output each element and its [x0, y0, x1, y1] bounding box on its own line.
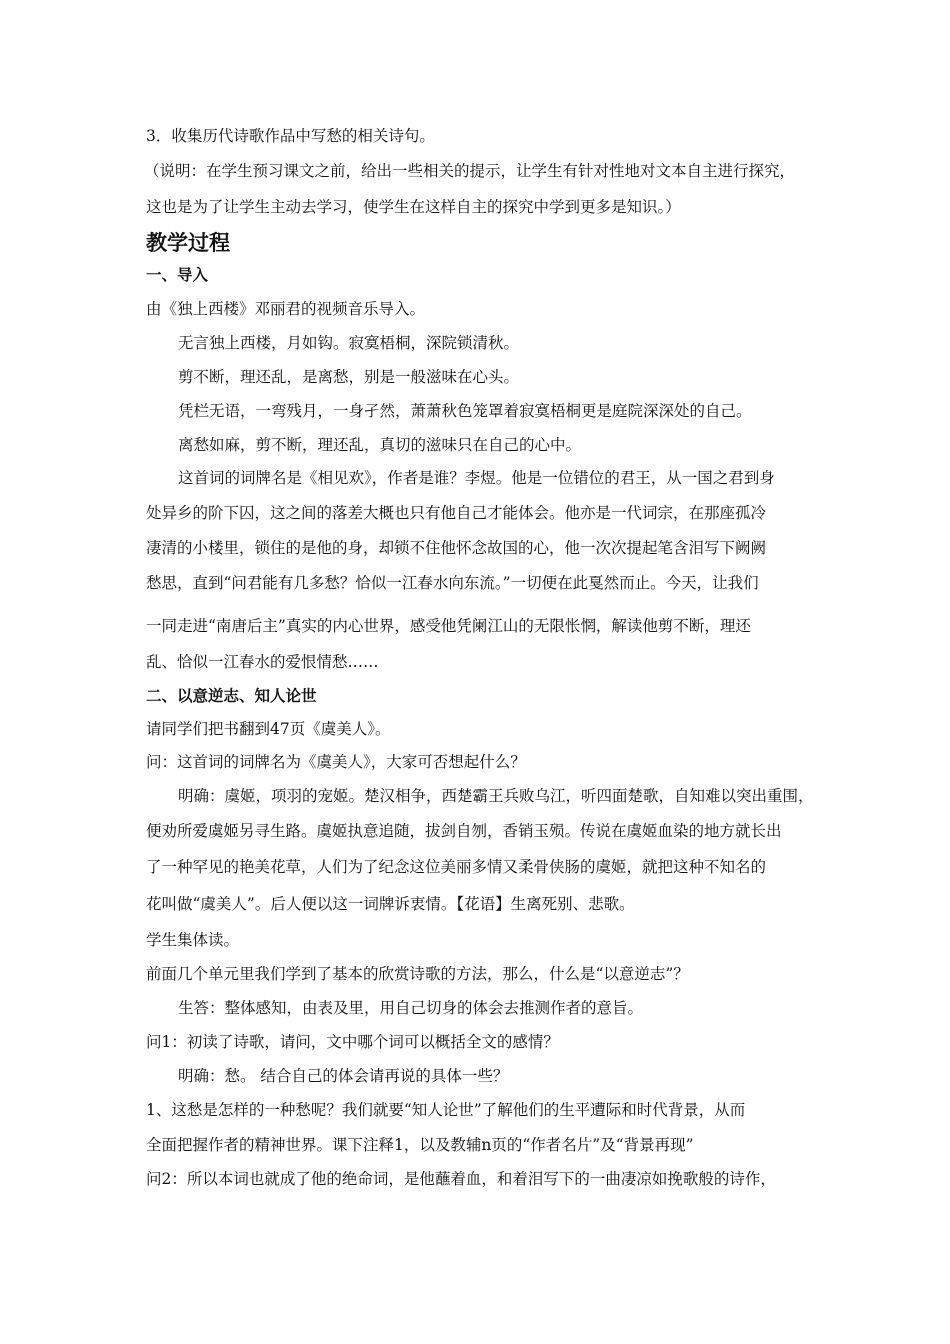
note-line-2: 这也是为了让学生主动去学习，使学生在这样自主的探究中学到更多是知识。）	[146, 198, 681, 216]
note-line-1: （说明：在学生预习课文之前，给出一些相关的提示，让学生有针对性地对文本自主进行探究，	[144, 162, 796, 180]
answer-line: 花叫做“虞美人”。后人便以这一词牌诉衷情。【花语】生离死别、悲歌。	[146, 895, 635, 913]
prep-item: 3．收集历代诗歌作品中写愁的相关诗句。	[146, 127, 435, 145]
lyric-line: 剪不断，理还乱，是离愁，别是一般滋味在心头。	[178, 368, 520, 386]
section1-title: 一、导入	[146, 266, 209, 284]
student-answer-line: 生答：整体感知，由表及里，用自己切身的体会去推测作者的意旨。	[178, 999, 644, 1017]
q1-line: 问1：初读了诗歌，请问，文中哪个词可以概括全文的感情？	[146, 1033, 559, 1051]
section2-line: 问：这首词的词牌名为《虞美人》，大家可否想起什么？	[146, 753, 526, 771]
intro-para-line: 愁思，直到“问君能有几多愁？恰似一江春水向东流。”一切便在此戛然而止。今天，让我们	[146, 574, 759, 592]
intro-para-line: 处异乡的阶下囚，这之间的落差大概也只有他自己才能体会。他亦是一代词宗，在那座孤冷	[146, 504, 767, 522]
section2-title: 二、以意逆志、知人论世	[146, 687, 317, 705]
section2-line: 请同学们把书翻到47页《虞美人》。	[146, 720, 391, 738]
answer-line: 便劝所爱虞姬另寻生路。虞姬执意追随，拔剑自刎，香销玉殒。传说在虞姬血染的地方就长出	[146, 822, 782, 840]
question-line: 前面几个单元里我们学到了基本的欣赏诗歌的方法，那么，什么是“以意逆志”？	[146, 965, 689, 983]
read-line: 学生集体读。	[146, 931, 240, 949]
lyric-line: 凭栏无语，一弯残月，一身孑然，萧萧秋色笼罩着寂寞梧桐更是庭院深深处的自己。	[178, 402, 752, 420]
a1-line: 明确：愁。 结合自己的体会请再说的具体一些？	[178, 1067, 509, 1085]
lyric-line: 离愁如麻，剪不断，理还乱，真切的滋味只在自己的心中。	[178, 436, 582, 454]
intro-para-line: 凄清的小楼里，锁住的是他的身，却锁不住他怀念故国的心，他一次次提起笔含泪写下阙阙	[146, 539, 767, 557]
lyric-line: 无言独上西楼，月如钩。寂寞梧桐，深院锁清秋。	[178, 334, 520, 352]
heading-teaching-process: 教学过程	[146, 231, 230, 255]
q2-line: 问2：所以本词也就成了他的绝命词，是他蘸着血，和着泪写下的一曲凄凉如挽歌般的诗作，	[146, 1170, 776, 1188]
answer-line: 明确：虞姬，项羽的宠姬。楚汉相争，西楚霸王兵败乌江，听四面楚歌，自知难以突出重围，	[178, 787, 814, 805]
point1-line: 1、这愁是怎样的一种愁呢？我们就要“知人论世”了解他们的生平遭际和时代背景，从而	[146, 1101, 746, 1119]
intro-para-line: 一同走进“南唐后主”真实的内心世界，感受他凭阑江山的无限怅惘，解读他剪不断，理还	[146, 617, 751, 635]
section1-intro: 由《独上西楼》邓丽君的视频音乐导入。	[146, 300, 426, 318]
intro-para-line: 这首词的词牌名是《相见欢》，作者是谁？李煜。他是一位错位的君王，从一国之君到身	[178, 469, 775, 487]
point1-line: 全面把握作者的精神世界。课下注释1，以及教辅n页的“作者名片”及“背景再现”	[146, 1136, 694, 1154]
answer-line: 了一种罕见的艳美花草，人们为了纪念这位美丽多情又柔骨侠肠的虞姬，就把这种不知名的	[146, 858, 767, 876]
intro-para-line: 乱、恰似一江春水的爱恨情愁……	[146, 653, 379, 671]
